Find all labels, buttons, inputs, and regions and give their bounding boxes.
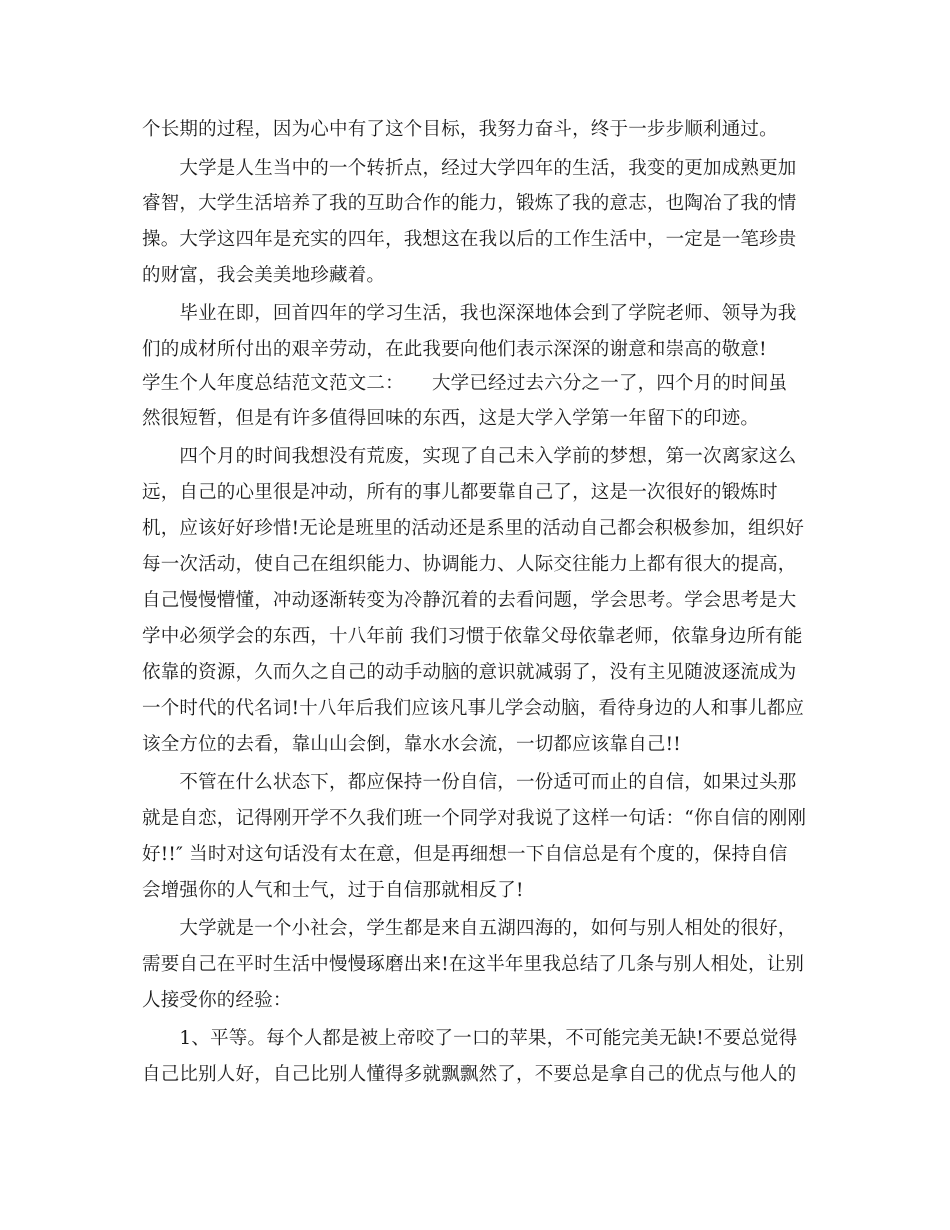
text-line: 睿智，大学生活培养了我的互助合作的能力，锻炼了我的意志，也陶冶了我的情 [142, 193, 797, 214]
text-line: 自己比别人好，自己比别人懂得多就飘飘然了，不要总是拿自己的优点与他人的 [142, 1064, 797, 1085]
text-line: 的财富，我会美美地珍藏着。 [142, 265, 386, 286]
text-line: 就是自恋，记得刚开学不久我们班一个同学对我说了这样一句话：“你自信的刚刚 [142, 808, 807, 829]
text-line: 学生个人年度总结范文范文二： 大学已经过去六分之一了，四个月的时间虽 [142, 373, 788, 394]
text-line: 大学就是一个小社会，学生都是来自五湖四海的，如何与别人相处的很好， [142, 918, 797, 939]
text-line: 需要自己在平时生活中慢慢琢磨出来!在这半年里我总结了几条与别人相处，让别 [142, 954, 805, 975]
text-line: 操。大学这四年是充实的四年，我想这在我以后的工作生活中，一定是一笔珍贵 [142, 229, 797, 250]
text-line: 该全方位的去看，靠山山会倒，靠水水会流，一切都应该靠自己!! [142, 734, 681, 755]
text-line: 人接受你的经验： [142, 990, 292, 1011]
text-line: 们的成材所付出的艰辛劳动，在此我要向他们表示深深的谢意和崇高的敬意! [142, 339, 767, 360]
text-line: 会增强你的人气和士气，过于自信那就相反了! [142, 880, 524, 901]
text-line: 然很短暂，但是有许多值得回味的东西，这是大学入学第一年留下的印迹。 [142, 408, 760, 429]
text-line: 1、平等。每个人都是被上帝咬了一口的苹果，不可能完美无缺!不要总觉得 [142, 1028, 798, 1049]
text-line: 一个时代的代名词!十八年后我们应该凡事儿学会动脑，看待身边的人和事儿都应 [142, 698, 805, 719]
text-line: 不管在什么状态下，都应保持一份自信，一份适可而止的自信，如果过头那 [142, 772, 797, 793]
text-line: 好!!″ 当时对这句话没有太在意，但是再细想一下自信总是有个度的，保持自信 [142, 844, 788, 865]
text-line: 毕业在即，回首四年的学习生活，我也深深地体会到了学院老师、领导为我 [142, 303, 797, 324]
text-line: 个长期的过程，因为心中有了这个目标，我努力奋斗，终于一步步顺利通过。 [142, 119, 778, 140]
text-line: 学中必须学会的东西，十八年前 我们习惯于依靠父母依靠老师，依靠身边所有能 [142, 626, 803, 647]
text-line: 大学是人生当中的一个转折点，经过大学四年的生活，我变的更加成熟更加 [142, 158, 797, 179]
text-line: 机，应该好好珍惜!无论是班里的活动还是系里的活动自己都会积极参加，组织好 [142, 518, 805, 539]
text-line: 四个月的时间我想没有荒废，实现了自己未入学前的梦想，第一次离家这么 [142, 446, 797, 467]
text-line: 依靠的资源，久而久之自己的动手动脑的意识就减弱了，没有主见随波逐流成为 [142, 662, 797, 683]
text-line: 每一次活动，使自己在组织能力、协调能力、人际交往能力上都有很大的提高， [142, 554, 797, 575]
text-line: 自己慢慢懵懂，冲动逐渐转变为冷静沉着的去看问题，学会思考。学会思考是大 [142, 590, 797, 611]
text-line: 远，自己的心里很是冲动，所有的事儿都要靠自己了，这是一次很好的锻炼时 [142, 482, 778, 503]
